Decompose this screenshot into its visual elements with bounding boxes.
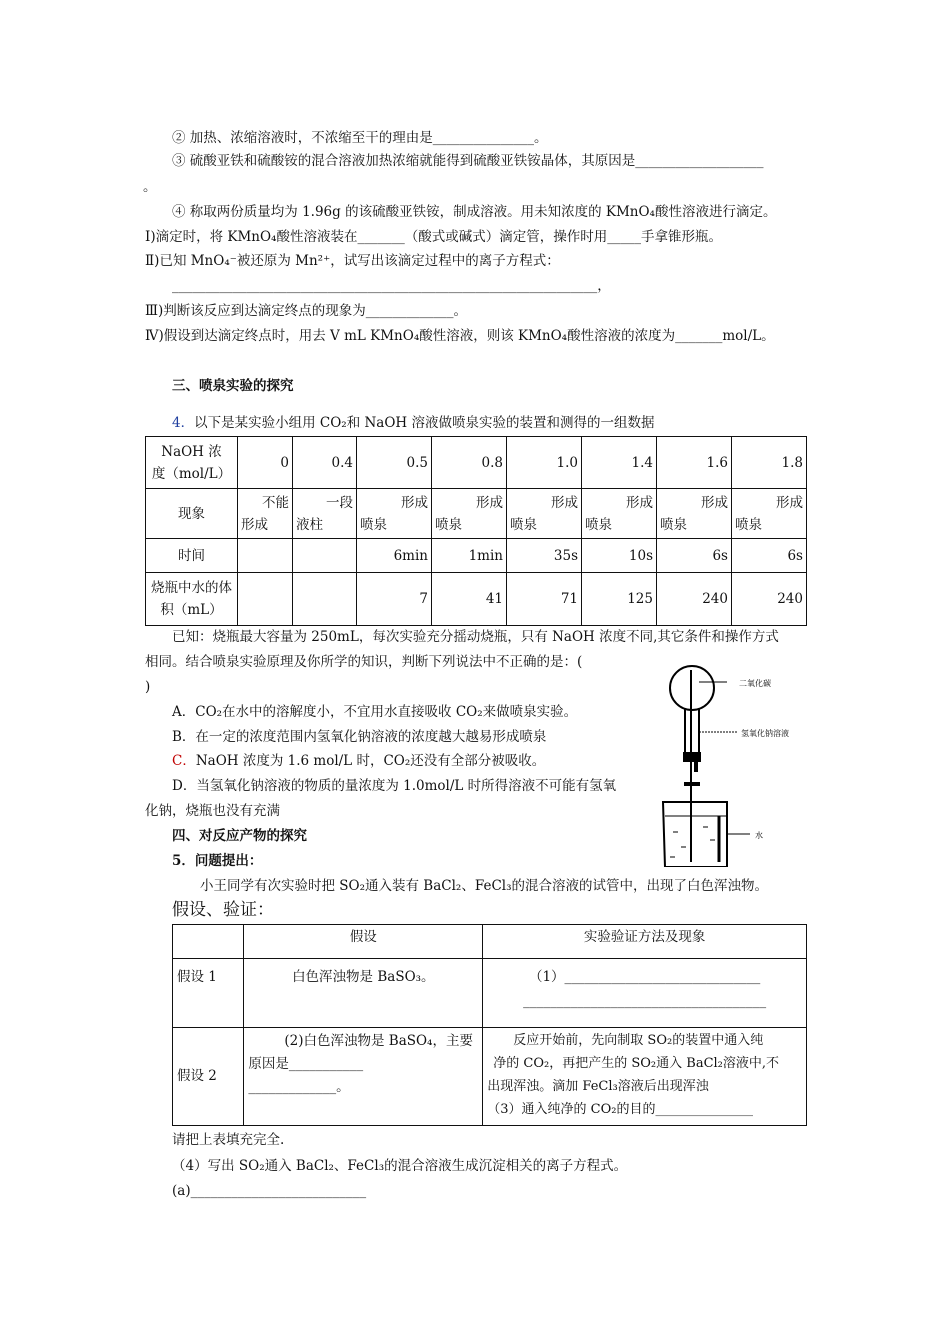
table-cell <box>657 489 732 539</box>
table-cell <box>357 489 432 539</box>
known-line2: 相同。结合喷泉实验原理及你所学的知识，判断下列说法中不正确的是：( <box>145 654 583 670</box>
cell-line: 形成 <box>476 494 503 511</box>
table-cell: 0.8 <box>432 437 507 489</box>
cell-line: 喷泉 <box>735 516 762 533</box>
cell-line: 喷泉 <box>360 516 387 533</box>
table-cell: 125 <box>582 573 657 626</box>
table-cell: 41 <box>432 573 507 626</box>
table-cell <box>432 489 507 539</box>
q4-intro <box>172 414 654 432</box>
section3-heading: 三、喷泉实验的探究 <box>172 378 294 394</box>
table-cell: 71 <box>507 573 582 626</box>
header-empty <box>173 925 244 959</box>
option-c-text: NaOH 浓度为 1.6 mol/L 时，CO₂还没有全部分被吸收。 <box>195 753 546 769</box>
table-cell: 240 <box>657 573 732 626</box>
table-cell: 1min <box>432 539 507 573</box>
table-cell <box>293 539 357 573</box>
hyp2-verify-1: 反应开始前，先向制取 SO₂的装置中通入纯 <box>513 1033 764 1048</box>
row-label-line: 现象 <box>178 505 205 522</box>
q3-text: ③ 硫酸亚铁和硫酸铵的混合溶液加热浓缩就能得到硫酸亚铁铵晶体，其原因是___________________ <box>172 153 764 169</box>
row-label-line: NaOH 浓 <box>161 443 222 460</box>
table-cell: 1.8 <box>732 437 807 489</box>
cell-line: 形成 <box>551 494 578 511</box>
hyp1-verify-line1: （1）_____________________________ <box>528 969 761 985</box>
hyp1-verify-line2: ____________________________________ <box>523 993 767 1009</box>
table-cell: 1.4 <box>582 437 657 489</box>
table-cell: 35s <box>507 539 582 573</box>
hyp2-verify-4: （3）通入纯净的 CO₂的目的_______________ <box>487 1102 754 1117</box>
cell-line: 液柱 <box>296 516 323 533</box>
q4-equation-prompt: （4）写出 SO₂通入 BaCl₂、FeCl₃的混合溶液生成沉淀相关的离子方程式。 <box>172 1158 628 1174</box>
hypothesis-row-2 <box>173 1028 807 1126</box>
row-label <box>146 573 238 626</box>
fountain-apparatus-figure <box>655 662 805 867</box>
row-label-line: 烧瓶中水的体 <box>151 580 232 596</box>
header-hypothesis: 假设 <box>244 925 483 959</box>
table-row <box>146 539 807 573</box>
row-label-line: 度（mol/L） <box>151 465 232 482</box>
fill-instruction: 请把上表填充完全. <box>172 1132 285 1148</box>
hyp2-verify-3: 出现浑浊。滴加 FeCl₃溶液后出现浑浊 <box>487 1079 709 1094</box>
table-cell <box>732 489 807 539</box>
sub-ii-blank: _______________________________________________________________， <box>172 278 611 294</box>
table-cell <box>293 573 357 626</box>
table-cell: 240 <box>732 573 807 626</box>
q3-end: 。 <box>143 179 157 195</box>
cell-line: 一段 <box>326 494 353 511</box>
row-label-line: 时间 <box>178 547 205 564</box>
table-cell: 0.5 <box>357 437 432 489</box>
hypothesis-table <box>172 924 807 1126</box>
hyp2-line1: (2)白色浑浊物是 BaSO₄，主要 <box>284 1033 473 1049</box>
cell-line: 形成 <box>401 494 428 511</box>
table-cell <box>293 489 357 539</box>
hyp2-line3: _____________。 <box>248 1079 350 1095</box>
label-co2: 二氧化碳 <box>739 679 771 688</box>
table-cell: 1.0 <box>507 437 582 489</box>
label-water: 水 <box>755 831 763 840</box>
cell-line: 形成 <box>241 516 268 533</box>
table-cell: 0 <box>238 437 293 489</box>
table-cell: 6min <box>357 539 432 573</box>
row-label <box>146 539 238 573</box>
table-cell: 7 <box>357 573 432 626</box>
cell-line: 喷泉 <box>585 516 612 533</box>
q5-heading: 5．问题提出： <box>172 853 263 869</box>
q4-text: ④ 称取两份质量均为 1.96g 的该硫酸亚铁铵，制成溶液。用未知浓度的 KMnO₄酸性溶液进行滴定。 <box>172 204 777 220</box>
label-naoh: 氢氧化钠溶液 <box>741 729 789 738</box>
table-row <box>146 489 807 539</box>
hyp1-label: 假设 1 <box>173 959 244 1028</box>
table-row <box>146 573 807 626</box>
known-line3: ) <box>145 679 151 695</box>
option-a: A．CO₂在水中的溶解度小，不宜用水直接吸收 CO₂来做喷泉实验。 <box>172 704 578 720</box>
table-cell <box>582 489 657 539</box>
table-cell: 6s <box>732 539 807 573</box>
cell-line: 形成 <box>701 494 728 511</box>
fountain-data-table <box>145 436 807 626</box>
hyp2-line2: 原因是___________ <box>248 1056 364 1072</box>
cell-line: 不能 <box>262 494 289 511</box>
option-c-label: C． <box>172 753 196 769</box>
sub-iv: Ⅳ)假设到达滴定终点时，用去 V mL KMnO₄酸性溶液，则该 KMnO₄酸性溶液的浓度为_______mol/L。 <box>145 328 775 344</box>
q5-intro: 小王同学有次实验时把 SO₂通入装有 BaCl₂、FeCl₃的混合溶液的试管中，出现了白色浑浊物。 <box>200 878 769 894</box>
q4-number: 4． <box>172 415 195 431</box>
table-cell: 1.6 <box>657 437 732 489</box>
table-row <box>146 437 807 489</box>
sub-iii: Ⅲ)判断该反应到达滴定终点的现象为_____________。 <box>145 303 468 319</box>
known-line1: 已知：烧瓶最大容量为 250mL，每次实验充分摇动烧瓶，只有 NaOH 浓度不同,其它条件和操作方式 <box>172 629 779 645</box>
table-cell <box>238 489 293 539</box>
cell-line: 喷泉 <box>660 516 687 533</box>
option-b: B．在一定的浓度范围内氢氧化钠溶液的浓度越大越易形成喷泉 <box>172 729 547 745</box>
sub-i: Ⅰ)滴定时，将 KMnO₄酸性溶液装在_______（酸式或碱式）滴定管，操作时用_____手拿锥形瓶。 <box>145 229 722 245</box>
option-d-line2: 化钠，烧瓶也没有充满 <box>145 803 280 819</box>
table-cell: 0.4 <box>293 437 357 489</box>
q2-text: ② 加热、浓缩溶液时，不浓缩至干的理由是_______________。 <box>172 130 548 146</box>
hypothesis-title: 假设、验证： <box>172 900 274 920</box>
header-verification: 实验验证方法及现象 <box>483 925 807 959</box>
section4-heading: 四、对反应产物的探究 <box>172 828 307 844</box>
option-d-line1: D．当氢氧化钠溶液的物质的量浓度为 1.0mol/L 时所得溶液不可能有氢氧 <box>172 778 617 794</box>
cell-line: 形成 <box>626 494 653 511</box>
cell-line: 喷泉 <box>435 516 462 533</box>
cell-line: 喷泉 <box>510 516 537 533</box>
table-cell <box>238 539 293 573</box>
row-label-line: 积（mL） <box>160 602 223 618</box>
table-cell <box>507 489 582 539</box>
table-cell <box>238 573 293 626</box>
q4-text: 以下是某实验小组用 CO₂和 NaOH 溶液做喷泉实验的装置和测得的一组数据 <box>194 415 655 431</box>
hyp2-label: 假设 2 <box>173 1028 244 1126</box>
answer-a: (a)__________________________ <box>172 1183 367 1199</box>
hyp2-verify-2: 净的 CO₂，再把产生的 SO₂通入 BaCl₂溶液中,不 <box>493 1056 780 1071</box>
cell-line: 形成 <box>776 494 803 511</box>
row-label <box>146 489 238 539</box>
row-label <box>146 437 238 489</box>
hyp1-text: 白色浑浊物是 BaSO₃。 <box>244 959 483 1028</box>
hypothesis-row-1 <box>173 959 807 1028</box>
option-c <box>172 752 545 770</box>
table-cell: 10s <box>582 539 657 573</box>
sub-ii: Ⅱ)已知 MnO₄⁻被还原为 Mn²⁺，试写出该滴定过程中的离子方程式： <box>145 253 560 269</box>
table-cell: 6s <box>657 539 732 573</box>
